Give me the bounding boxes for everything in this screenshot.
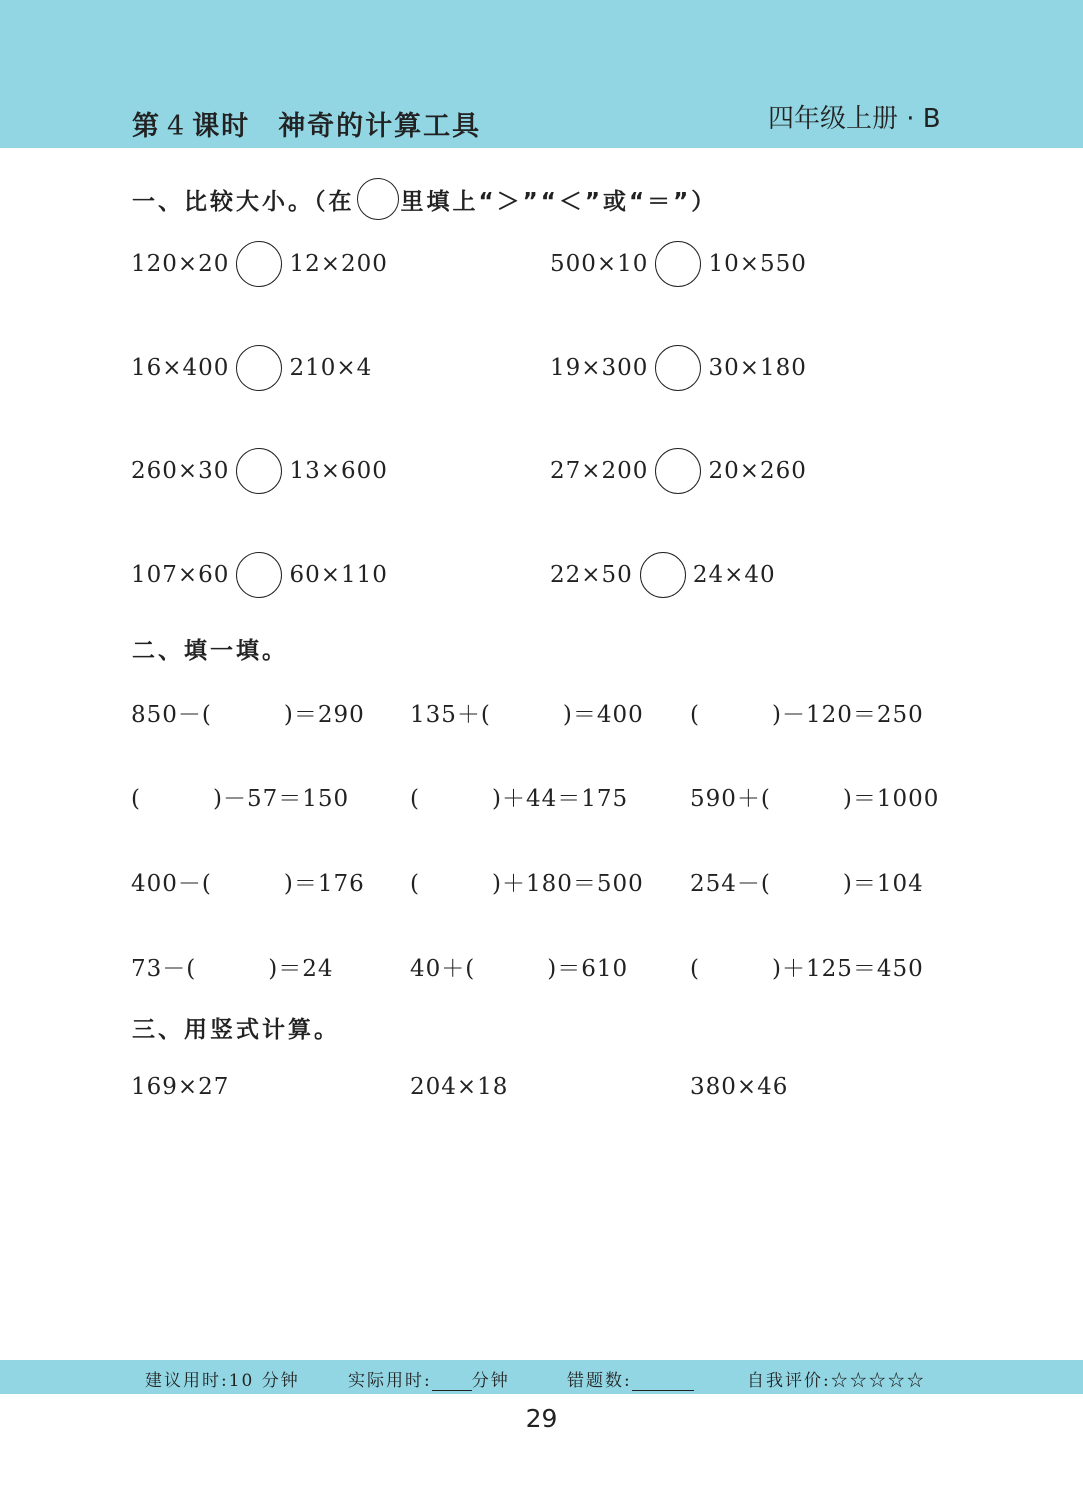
compare-left: 260×30	[131, 458, 230, 484]
answer-circle[interactable]	[655, 448, 701, 494]
compare-item	[550, 551, 776, 599]
compare-right: 30×180	[708, 355, 807, 381]
answer-circle[interactable]	[236, 241, 282, 287]
actual-time	[348, 1366, 510, 1391]
compare-left: 120×20	[131, 251, 230, 277]
fill-item[interactable]: 40＋( )＝610	[410, 956, 629, 982]
compare-item	[131, 240, 388, 288]
compare-right: 24×40	[692, 562, 776, 588]
calc-item: 380×46	[690, 1074, 789, 1100]
compare-item	[131, 344, 372, 392]
actual-time-label: 实际用时:	[348, 1371, 432, 1391]
answer-circle[interactable]	[236, 448, 282, 494]
answer-circle[interactable]	[655, 345, 701, 391]
circle-icon	[357, 178, 399, 220]
fill-item[interactable]: 135＋( )＝400	[410, 702, 644, 728]
compare-item	[550, 240, 807, 288]
lesson-topic: 神奇的计算工具	[278, 111, 482, 142]
compare-left: 16×400	[131, 355, 230, 381]
errors-label: 错题数:	[567, 1371, 632, 1391]
lesson-number: 4	[167, 111, 187, 142]
error-count	[567, 1366, 694, 1391]
compare-right: 60×110	[289, 562, 388, 588]
fill-item[interactable]: ( )＋180＝500	[410, 871, 644, 897]
errors-blank[interactable]	[632, 1372, 694, 1391]
calc-item: 169×27	[131, 1074, 230, 1100]
compare-right: 13×600	[289, 458, 388, 484]
fill-item[interactable]: ( )＋125＝450	[690, 956, 924, 982]
compare-left: 500×10	[550, 251, 649, 277]
fill-item[interactable]: 400－( )＝176	[131, 871, 365, 897]
compare-left: 22×50	[550, 562, 633, 588]
fill-item[interactable]: ( )＋44＝175	[410, 786, 629, 812]
actual-time-unit: 分钟	[471, 1371, 510, 1391]
page-number: 29	[525, 1404, 558, 1433]
answer-circle[interactable]	[236, 345, 282, 391]
compare-left: 107×60	[131, 562, 230, 588]
fill-item[interactable]: 73－( )＝24	[131, 956, 334, 982]
compare-item	[550, 447, 807, 495]
fill-item[interactable]: 590＋( )＝1000	[690, 786, 940, 812]
compare-item	[131, 551, 388, 599]
lesson-suffix: 课时	[192, 111, 251, 142]
lesson-title	[132, 104, 481, 143]
compare-left: 27×200	[550, 458, 649, 484]
fill-item[interactable]: 254－( )＝104	[690, 871, 924, 897]
grade-label: 四年级上册 · B	[768, 104, 941, 134]
compare-item	[550, 344, 807, 392]
answer-circle[interactable]	[236, 552, 282, 598]
calc-item: 204×18	[410, 1074, 509, 1100]
section1-title-before: 一、比较大小。（在	[132, 188, 355, 215]
compare-item	[131, 447, 388, 495]
section1-title	[132, 178, 717, 220]
suggested-time: 建议用时:10 分钟	[145, 1371, 300, 1391]
compare-left: 19×300	[550, 355, 649, 381]
fill-item[interactable]: 850－( )＝290	[131, 702, 365, 728]
self-evaluation: 自我评价:☆☆☆☆☆	[747, 1371, 926, 1391]
section2-title: 二、填一填。	[132, 638, 288, 664]
compare-right: 210×4	[289, 355, 373, 381]
fill-item[interactable]: ( )－57＝150	[131, 786, 350, 812]
answer-circle[interactable]	[640, 552, 686, 598]
actual-time-blank[interactable]	[432, 1372, 472, 1391]
lesson-prefix: 第	[132, 111, 161, 142]
fill-item[interactable]: ( )－120＝250	[690, 702, 924, 728]
compare-right: 10×550	[708, 251, 807, 277]
section1-title-after: 里填上“＞”“＜”或“＝”）	[400, 188, 718, 215]
compare-right: 12×200	[289, 251, 388, 277]
answer-circle[interactable]	[655, 241, 701, 287]
section3-title: 三、用竖式计算。	[132, 1017, 340, 1043]
compare-right: 20×260	[708, 458, 807, 484]
